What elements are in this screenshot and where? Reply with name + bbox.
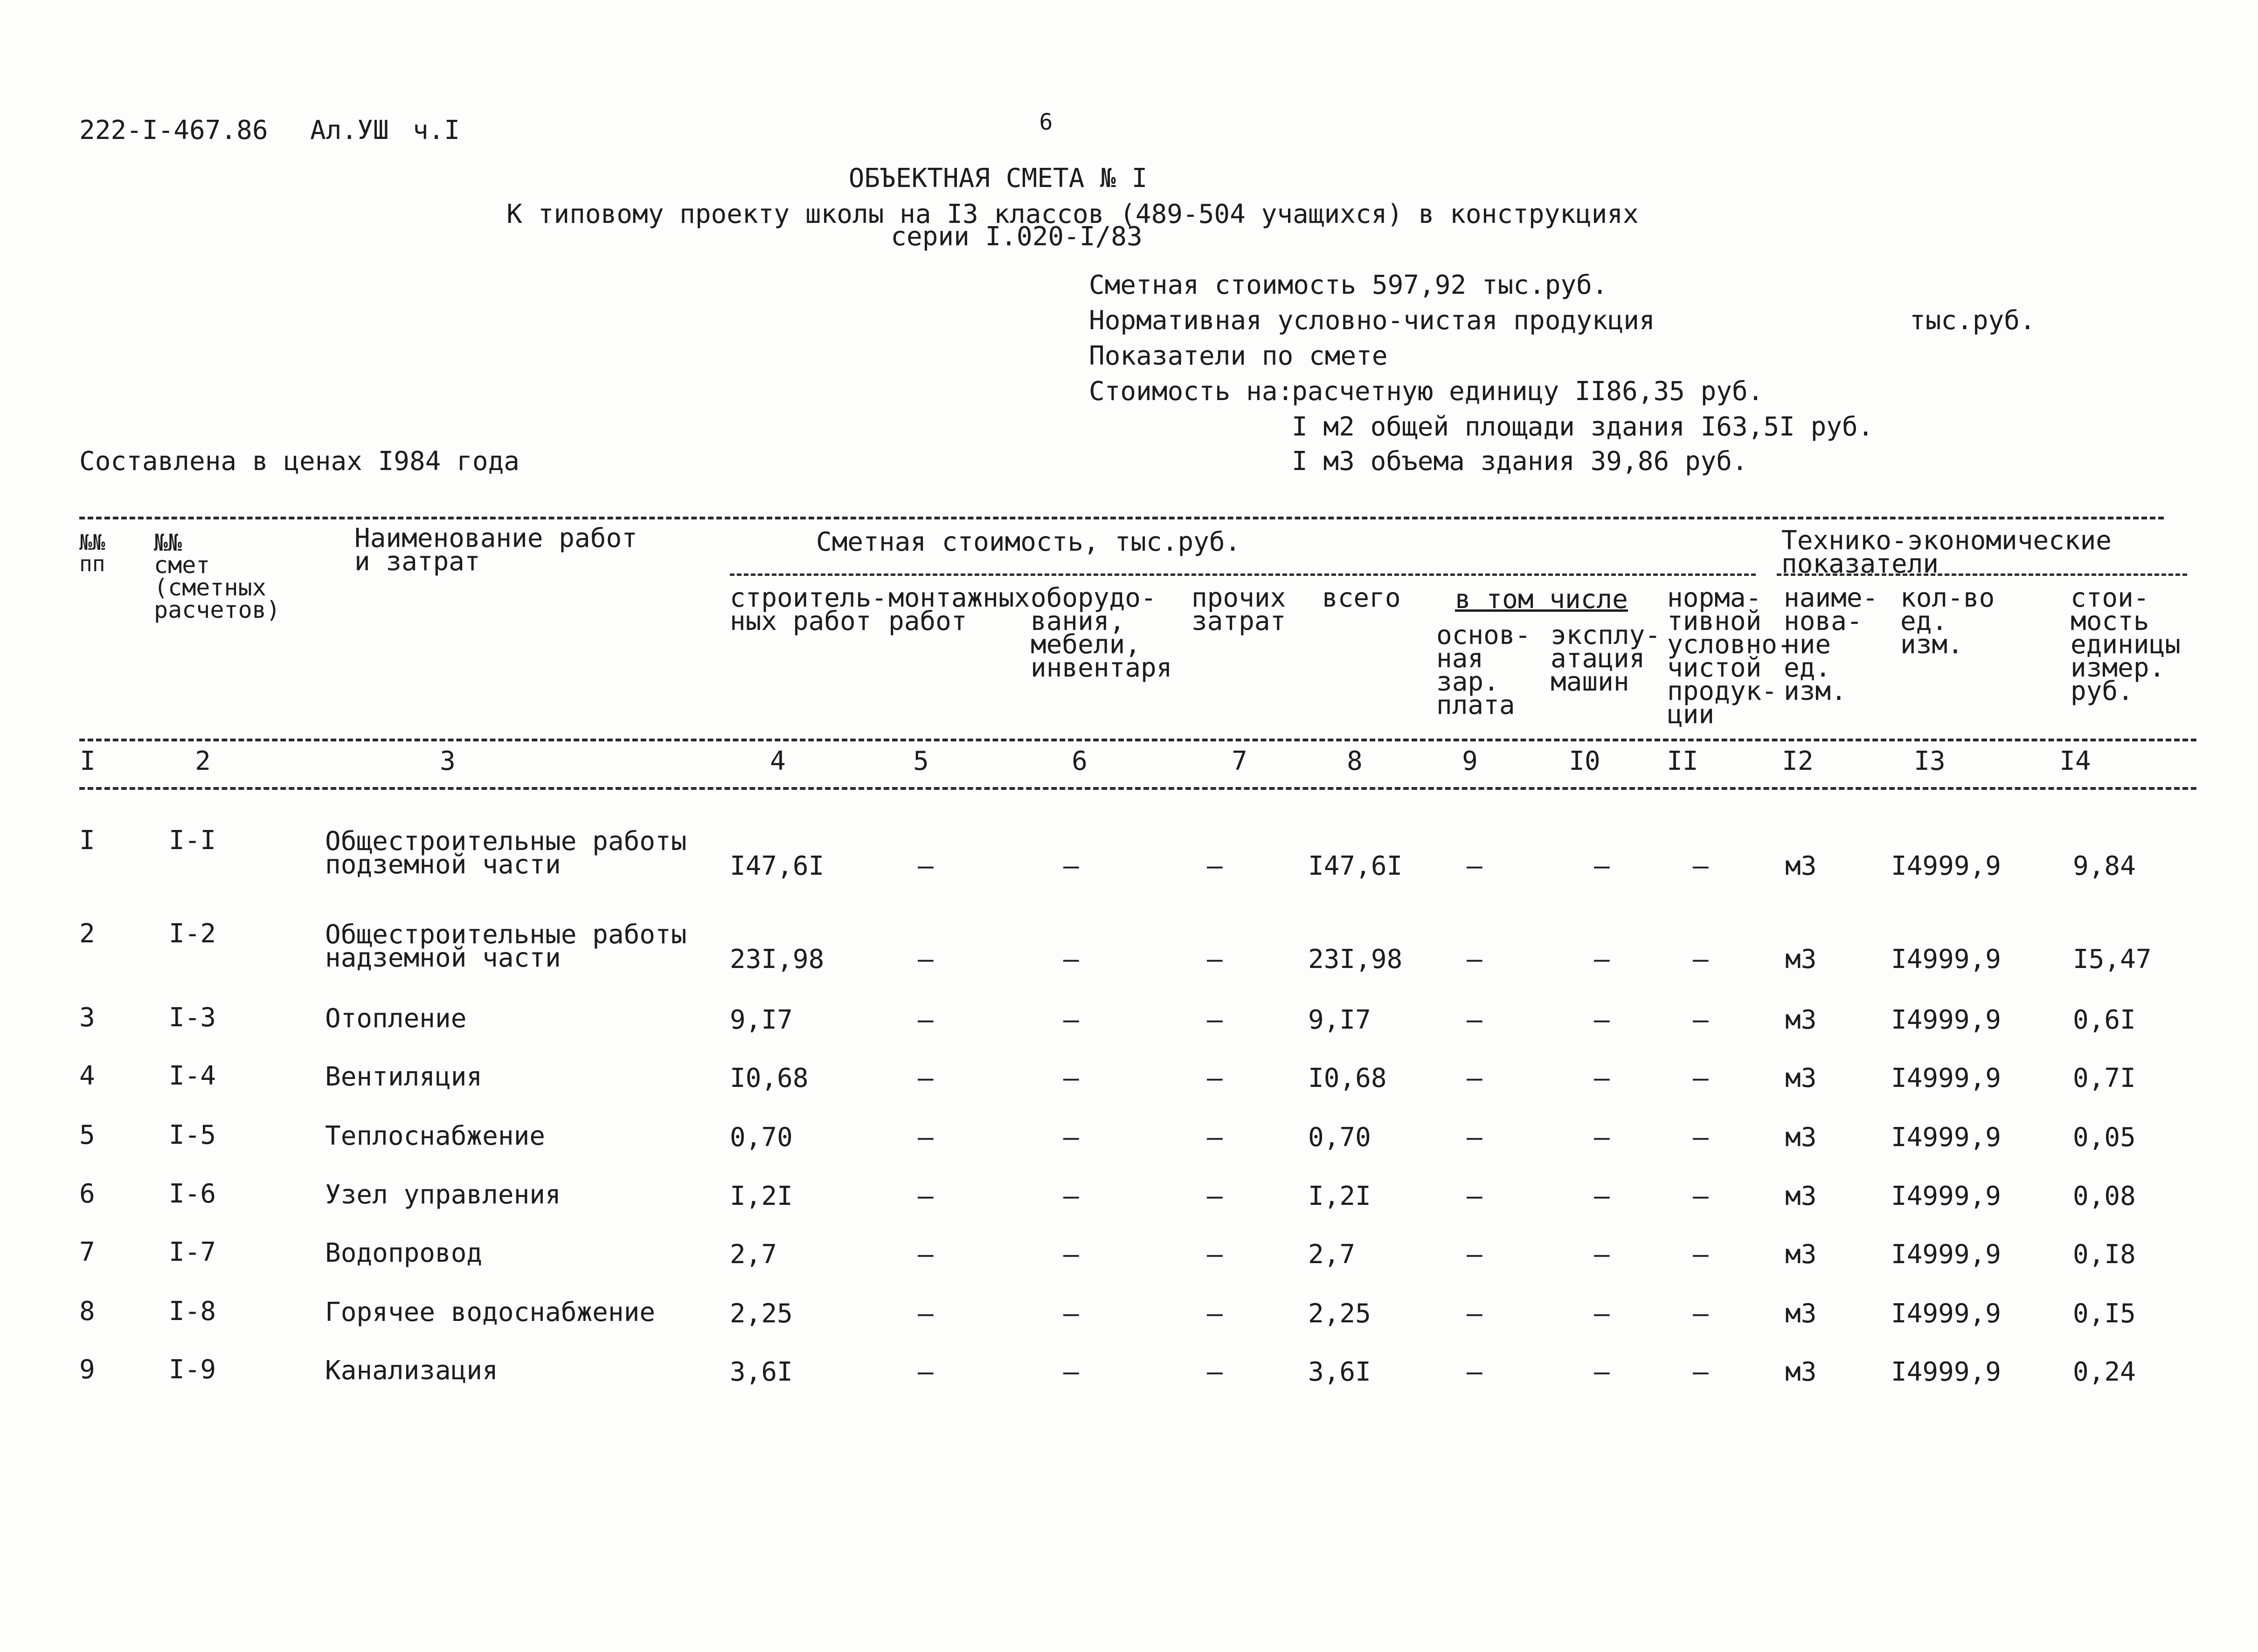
installation-cost: – [918,1239,934,1270]
unit-name: м3 [1785,1063,1817,1093]
unit-quantity: I4999,9 [1891,1239,2002,1270]
cost-per-m2: I м2 общей площади здания I63,5I руб. [1292,412,1874,442]
estimate-ref: I-6 [169,1179,216,1209]
row-number: I [79,825,95,856]
column-number: 2 [195,746,211,776]
work-name: Канализация [325,1355,498,1386]
table-top-rule [79,517,2164,519]
cost-per-label: Стоимость на: [1089,376,1294,407]
row-number: 6 [79,1179,95,1209]
cost-per-unit: расчетную единицу II86,35 руб. [1292,376,1764,407]
base-salary: – [1467,851,1482,881]
header-construction-works: строитель- ных работ [730,583,887,636]
total-cost: I47,6I [1308,851,1403,881]
unit-cost: 0,I5 [2073,1299,2136,1329]
machine-operation: – [1594,1299,1610,1329]
equipment-cost: – [1063,1181,1079,1211]
row-number: 5 [79,1120,95,1150]
unit-name: м3 [1785,1005,1817,1035]
column-number: I4 [2059,746,2091,776]
header-including: в том числе [1455,584,1628,615]
normative-product: – [1693,944,1709,975]
unit-quantity: I4999,9 [1891,944,2002,975]
header-cost-group: Сметная стоимость, тыс.руб. [816,527,1241,557]
work-name: Общестроительные работы подземной части [325,826,687,880]
part-number: ч.I [413,115,460,145]
unit-name: м3 [1785,1181,1817,1211]
other-cost: – [1207,1063,1223,1093]
construction-cost: 3,6I [730,1357,793,1387]
construction-cost: 2,7 [730,1239,777,1270]
normative-product: – [1693,1357,1709,1387]
row-number: 7 [79,1237,95,1267]
unit-cost: 0,I8 [2073,1239,2136,1270]
work-name: Отопление [325,1003,467,1034]
installation-cost: – [918,1005,934,1035]
unit-cost: 0,7I [2073,1063,2136,1093]
header-tech-group: Технико-экономические показатели [1781,525,2112,579]
header-machine-operation: эксплу- атация машин [1551,620,1661,697]
machine-operation: – [1594,944,1610,975]
other-cost: – [1207,1239,1223,1270]
work-name: Водопровод [325,1238,483,1268]
unit-quantity: I4999,9 [1891,851,2002,881]
base-salary: – [1467,1122,1482,1153]
header-unit-cost: стои- мость единицы измер. руб. [2071,583,2181,706]
installation-cost: – [918,1063,934,1093]
row-number: 8 [79,1296,95,1327]
header-equipment: оборудо- вания, мебели, инвентаря [1031,583,1172,683]
other-cost: – [1207,1181,1223,1211]
construction-cost: 2,25 [730,1299,793,1329]
unit-cost: 0,08 [2073,1181,2136,1211]
total-cost: 3,6I [1308,1357,1371,1387]
machine-operation: – [1594,1063,1610,1093]
estimate-ref: I-7 [169,1237,216,1267]
album-number: Ал.УШ [310,115,389,145]
unit-quantity: I4999,9 [1891,1357,2002,1387]
total-cost: 2,25 [1308,1299,1371,1329]
construction-cost: 0,70 [730,1122,793,1153]
installation-cost: – [918,1357,934,1387]
base-salary: – [1467,1299,1482,1329]
column-number: I0 [1569,746,1600,776]
estimate-ref: I-4 [169,1061,216,1091]
construction-cost: I47,6I [730,851,824,881]
unit-quantity: I4999,9 [1891,1181,2002,1211]
work-name: Вентиляция [325,1062,483,1092]
estimate-ref: I-8 [169,1296,216,1327]
normative-product-label: Нормативная условно-чистая продукция [1089,305,1655,336]
base-salary: – [1467,1181,1482,1211]
unit-name: м3 [1785,1239,1817,1270]
machine-operation: – [1594,1005,1610,1035]
estimate-ref: I-5 [169,1120,216,1150]
header-estimate-number: №№ смет (сметных расчетов) [154,529,280,623]
unit-cost: I5,47 [2073,944,2152,975]
header-normative-product: норма- тивной условно- чистой продук- ции [1667,583,1793,730]
installation-cost: – [918,1181,934,1211]
equipment-cost: – [1063,1005,1079,1035]
equipment-cost: – [1063,1357,1079,1387]
normative-product: – [1693,1239,1709,1270]
unit-cost: 0,24 [2073,1357,2136,1387]
header-installation-works: монтажных работ [888,583,1030,636]
total-cost: 23I,98 [1308,944,1403,975]
header-work-name: Наименование работ и затрат [354,523,637,577]
machine-operation: – [1594,1239,1610,1270]
normative-product-unit: тыс.руб. [1910,305,2036,336]
row-number: 9 [79,1355,95,1385]
header-total: всего [1322,583,1401,613]
construction-cost: I,2I [730,1181,793,1211]
unit-quantity: I4999,9 [1891,1122,2002,1153]
equipment-cost: – [1063,1122,1079,1153]
unit-cost: 0,6I [2073,1005,2136,1035]
page-number: 6 [1039,109,1053,135]
unit-name: м3 [1785,1122,1817,1153]
normative-product: – [1693,851,1709,881]
other-cost: – [1207,1357,1223,1387]
project-description: К типовому проекту школы на I3 классов (489-504 учащихся) в конструкциях [506,199,1639,229]
equipment-cost: – [1063,1299,1079,1329]
total-cost: 9,I7 [1308,1005,1371,1035]
header-other-costs: прочих затрат [1191,583,1286,636]
other-cost: – [1207,1005,1223,1035]
construction-cost: I0,68 [730,1063,809,1093]
column-number: 5 [913,746,929,776]
document-title: ОБЪЕКТНАЯ СМЕТА № I [848,163,1148,194]
base-salary: – [1467,1005,1482,1035]
column-number: 6 [1072,746,1087,776]
normative-product: – [1693,1122,1709,1153]
row-number: 3 [79,1002,95,1033]
header-bottom-rule [79,739,2196,741]
column-number: 4 [770,746,786,776]
header-unit-quantity: кол-во ед. изм. [1900,583,1995,660]
total-cost: 0,70 [1308,1122,1371,1153]
base-salary: – [1467,1239,1482,1270]
column-number: II [1667,746,1698,776]
unit-quantity: I4999,9 [1891,1299,2002,1329]
machine-operation: – [1594,1181,1610,1211]
base-salary: – [1467,1063,1482,1093]
unit-quantity: I4999,9 [1891,1063,2002,1093]
installation-cost: – [918,944,934,975]
equipment-cost: – [1063,1063,1079,1093]
column-numbers-rule [79,787,2196,790]
other-cost: – [1207,851,1223,881]
total-cost: 2,7 [1308,1239,1356,1270]
other-cost: – [1207,944,1223,975]
column-number: 3 [440,746,456,776]
column-number: 7 [1232,746,1247,776]
normative-product: – [1693,1299,1709,1329]
equipment-cost: – [1063,851,1079,881]
equipment-cost: – [1063,944,1079,975]
normative-product: – [1693,1063,1709,1093]
header-unit-name: наиме- нова- ние ед. изм. [1784,583,1878,706]
total-cost: I,2I [1308,1181,1371,1211]
cost-per-m3: I м3 объема здания 39,86 руб. [1292,446,1748,477]
base-salary: – [1467,1357,1482,1387]
row-number: 2 [79,919,95,949]
unit-cost: 0,05 [2073,1122,2136,1153]
unit-name: м3 [1785,851,1817,881]
installation-cost: – [918,851,934,881]
estimate-ref: I-2 [169,919,216,949]
estimated-cost: Сметная стоимость 597,92 тыс.руб. [1089,270,1608,300]
total-cost: I0,68 [1308,1063,1387,1093]
cost-group-rule [730,574,1756,576]
indicators-label: Показатели по смете [1089,341,1388,371]
machine-operation: – [1594,851,1610,881]
header-row-number: №№ пп [79,530,105,576]
unit-name: м3 [1785,944,1817,975]
column-number: I [80,746,96,776]
unit-name: м3 [1785,1357,1817,1387]
construction-cost: 23I,98 [730,944,824,975]
work-name: Узел управления [325,1180,561,1210]
machine-operation: – [1594,1357,1610,1387]
machine-operation: – [1594,1122,1610,1153]
work-name: Горячее водоснабжение [325,1297,656,1327]
header-base-salary: основ- ная зар. плата [1436,620,1531,720]
construction-cost: 9,I7 [730,1005,793,1035]
other-cost: – [1207,1122,1223,1153]
base-salary: – [1467,944,1482,975]
other-cost: – [1207,1299,1223,1329]
column-number: I2 [1782,746,1814,776]
normative-product: – [1693,1181,1709,1211]
estimate-ref: I-3 [169,1002,216,1033]
prices-note: Составлена в ценах I984 года [79,446,520,477]
column-number: 9 [1462,746,1478,776]
row-number: 4 [79,1061,95,1091]
column-number: 8 [1347,746,1363,776]
normative-product: – [1693,1005,1709,1035]
installation-cost: – [918,1299,934,1329]
unit-quantity: I4999,9 [1891,1005,2002,1035]
project-series: серии I.020-I/83 [891,221,1143,252]
document-code: 222-I-467.86 [79,115,268,145]
estimate-ref: I-I [169,825,216,856]
column-number: I3 [1914,746,1946,776]
estimate-ref: I-9 [169,1355,216,1385]
work-name: Теплоснабжение [325,1121,546,1151]
equipment-cost: – [1063,1239,1079,1270]
work-name: Общестроительные работы надземной части [325,919,687,973]
installation-cost: – [918,1122,934,1153]
unit-name: м3 [1785,1299,1817,1329]
unit-cost: 9,84 [2073,851,2136,881]
